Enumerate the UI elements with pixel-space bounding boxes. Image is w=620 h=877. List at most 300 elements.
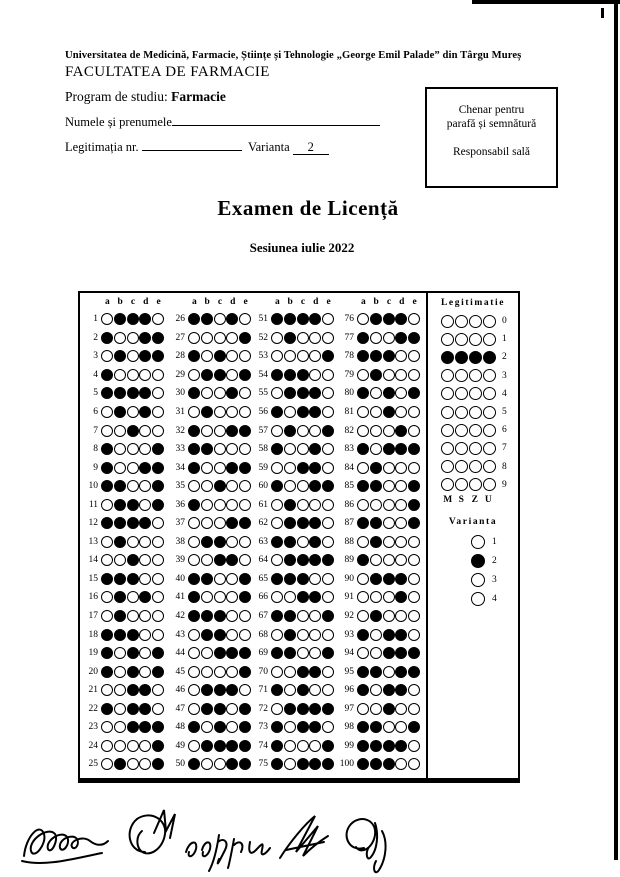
question-number: 62	[258, 518, 268, 529]
answer-bubble-q93-b	[370, 629, 382, 641]
answer-bubble-q96-c	[383, 684, 395, 696]
answer-bubble-q36-c	[214, 499, 226, 511]
answer-bubble-q29-b	[201, 369, 213, 381]
legitimatie-bubble-M-2	[441, 351, 454, 364]
answer-bubble-q16-b	[114, 591, 126, 603]
answer-bubble-q97-c	[383, 703, 395, 715]
answer-bubble-q45-a	[188, 666, 200, 678]
answer-bubble-q27-c	[214, 332, 226, 344]
legitimatie-bubble-S-6	[455, 424, 468, 437]
answer-bubble-q75-d	[309, 758, 321, 770]
answer-bubble-q46-b	[201, 684, 213, 696]
legitimatie-bubble-U-2	[483, 351, 496, 364]
answer-bubble-q77-a	[357, 332, 369, 344]
answer-bubble-q97-a	[357, 703, 369, 715]
question-number: 1	[93, 314, 98, 325]
answer-bubble-q49-a	[188, 740, 200, 752]
question-number: 41	[175, 592, 185, 603]
question-row-49	[167, 737, 253, 756]
question-number: 94	[344, 648, 354, 659]
answer-bubble-q15-c	[127, 573, 139, 585]
varianta-option-label: 4	[492, 594, 497, 605]
answer-bubble-q85-e	[408, 480, 420, 492]
answer-bubble-q61-d	[309, 499, 321, 511]
answer-bubble-q41-b	[201, 591, 213, 603]
answer-bubble-q31-c	[214, 406, 226, 418]
question-number: 93	[344, 629, 354, 640]
question-row-14	[80, 551, 166, 570]
answer-bubble-q64-c	[297, 554, 309, 566]
question-row-89	[336, 551, 422, 570]
question-number: 47	[175, 703, 185, 714]
answer-bubble-q80-c	[383, 387, 395, 399]
question-number: 51	[258, 314, 268, 325]
answer-bubble-q46-d	[226, 684, 238, 696]
answer-bubble-q40-d	[226, 573, 238, 585]
question-number: 6	[93, 407, 98, 417]
answer-bubble-q63-e	[322, 536, 334, 548]
question-number: 9	[93, 462, 98, 473]
answer-bubble-q84-d	[395, 462, 407, 474]
question-number: 40	[175, 573, 185, 584]
answer-bubble-q58-d	[309, 443, 321, 455]
answer-bubble-q32-d	[226, 425, 238, 437]
question-row-85	[336, 477, 422, 496]
answer-bubble-q67-e	[322, 610, 334, 622]
question-row-64	[250, 551, 336, 570]
answer-bubble-q12-d	[139, 517, 151, 529]
question-number: 12	[88, 518, 98, 529]
answer-bubble-q47-c	[214, 703, 226, 715]
answer-bubble-q78-e	[408, 350, 420, 362]
answer-bubble-q59-b	[284, 462, 296, 474]
legitimatie-bubble-M-7	[441, 442, 454, 455]
question-number: 39	[175, 555, 185, 566]
question-number: 8	[93, 444, 98, 455]
answer-bubble-q90-e	[408, 573, 420, 585]
answer-block-1	[80, 297, 166, 774]
answer-bubble-q46-c	[214, 684, 226, 696]
answer-bubble-q37-b	[201, 517, 213, 529]
answer-bubble-q22-a	[101, 703, 113, 715]
answer-bubble-q5-a	[101, 387, 113, 399]
question-number: 23	[88, 722, 98, 733]
answer-bubble-q6-d	[139, 406, 151, 418]
answer-bubble-q16-d	[139, 591, 151, 603]
answer-bubble-q68-a	[271, 629, 283, 641]
legitimatie-bubble-S-8	[455, 460, 468, 473]
question-row-12	[80, 514, 166, 533]
answer-bubble-q7-e	[152, 425, 164, 437]
answer-bubble-q52-a	[271, 332, 283, 344]
answer-bubble-q42-b	[201, 610, 213, 622]
answer-bubble-q81-d	[395, 406, 407, 418]
question-number: 92	[344, 611, 354, 622]
answer-bubble-q77-e	[408, 332, 420, 344]
question-number: 50	[175, 759, 185, 770]
question-row-66	[250, 588, 336, 607]
answer-bubble-q71-a	[271, 684, 283, 696]
answer-bubble-q50-d	[226, 758, 238, 770]
question-row-17	[80, 607, 166, 626]
legitimatie-digit-label: 3	[502, 370, 507, 381]
answer-bubble-q14-d	[139, 554, 151, 566]
answer-bubble-q94-e	[408, 647, 420, 659]
question-number: 60	[258, 481, 268, 492]
answer-bubble-q93-d	[395, 629, 407, 641]
question-row-73	[250, 718, 336, 737]
answer-bubble-q30-a	[188, 387, 200, 399]
answer-bubble-q82-b	[370, 425, 382, 437]
question-number: 19	[88, 648, 98, 659]
question-row-84	[336, 458, 422, 477]
question-row-28	[167, 347, 253, 366]
stamp-box-line3: Responsabil sală	[453, 146, 530, 158]
legitimatie-bubble-U-8	[483, 460, 496, 473]
legitimatie-row-2	[428, 348, 518, 366]
answer-bubble-q47-d	[226, 703, 238, 715]
question-number: 58	[258, 444, 268, 455]
option-letter-a: a	[361, 297, 366, 307]
legitimatie-bubble-S-9	[455, 478, 468, 491]
question-row-8	[80, 440, 166, 459]
question-row-94	[336, 644, 422, 663]
question-number: 16	[88, 592, 98, 603]
answer-bubble-q83-a	[357, 443, 369, 455]
answer-bubble-q44-c	[214, 647, 226, 659]
answer-bubble-q95-a	[357, 666, 369, 678]
option-letter-e: e	[326, 297, 331, 307]
question-number: 56	[258, 407, 268, 417]
question-number: 100	[339, 759, 354, 770]
answer-bubble-q89-c	[383, 554, 395, 566]
question-row-92	[336, 607, 422, 626]
answer-bubble-q85-b	[370, 480, 382, 492]
answer-bubble-q64-d	[309, 554, 321, 566]
answer-columns	[80, 293, 428, 778]
answer-bubble-q53-e	[322, 350, 334, 362]
answer-bubble-q73-e	[322, 721, 334, 733]
answer-bubble-q32-a	[188, 425, 200, 437]
answer-bubble-q34-c	[214, 462, 226, 474]
question-number: 78	[344, 351, 354, 362]
answer-bubble-q19-a	[101, 647, 113, 659]
answer-bubble-q16-e	[152, 591, 164, 603]
answer-bubble-q76-b	[370, 313, 382, 325]
question-row-24	[80, 737, 166, 756]
answer-bubble-q71-c	[297, 684, 309, 696]
question-row-51	[250, 310, 336, 329]
question-number: 95	[344, 666, 354, 677]
question-row-37	[167, 514, 253, 533]
question-row-25	[80, 755, 166, 774]
answer-bubble-q43-d	[226, 629, 238, 641]
answer-bubble-q34-d	[226, 462, 238, 474]
answer-bubble-q89-e	[408, 554, 420, 566]
question-number: 27	[175, 332, 185, 343]
legitimatie-digit-rows	[428, 312, 518, 494]
answer-bubble-q28-d	[226, 350, 238, 362]
answer-bubble-q24-a	[101, 740, 113, 752]
answer-bubble-q7-c	[127, 425, 139, 437]
answer-bubble-q40-a	[188, 573, 200, 585]
answer-bubble-q48-a	[188, 721, 200, 733]
answer-bubble-q100-e	[408, 758, 420, 770]
answer-bubble-q26-a	[188, 313, 200, 325]
legitimatie-digit-label: 6	[502, 425, 507, 436]
question-number: 17	[88, 611, 98, 622]
answer-bubble-q91-e	[408, 591, 420, 603]
answer-bubble-q68-b	[284, 629, 296, 641]
question-row-59	[250, 458, 336, 477]
question-row-55	[250, 384, 336, 403]
question-number: 64	[258, 555, 268, 566]
answer-bubble-q97-e	[408, 703, 420, 715]
answer-bubble-q97-b	[370, 703, 382, 715]
answer-bubble-q43-a	[188, 629, 200, 641]
question-row-88	[336, 533, 422, 552]
answer-bubble-q75-e	[322, 758, 334, 770]
program-value: Farmacie	[171, 89, 226, 104]
answer-bubble-q70-b	[284, 666, 296, 678]
answer-bubble-q98-b	[370, 721, 382, 733]
legitimatie-bubble-U-6	[483, 424, 496, 437]
answer-bubble-q89-b	[370, 554, 382, 566]
answer-bubble-q84-a	[357, 462, 369, 474]
answer-bubble-q2-a	[101, 332, 113, 344]
question-row-81	[336, 403, 422, 422]
question-number: 69	[258, 648, 268, 659]
answer-bubble-q30-c	[214, 387, 226, 399]
question-row-48	[167, 718, 253, 737]
answer-bubble-q22-b	[114, 703, 126, 715]
answer-bubble-q95-e	[408, 666, 420, 678]
answer-bubble-q82-d	[395, 425, 407, 437]
answer-bubble-q44-b	[201, 647, 213, 659]
question-number: 85	[344, 481, 354, 492]
answer-bubble-q1-a	[101, 313, 113, 325]
answer-bubble-q69-b	[284, 647, 296, 659]
answer-bubble-q92-e	[408, 610, 420, 622]
legitimatie-digit-label: 4	[502, 388, 507, 399]
question-number: 36	[175, 499, 185, 510]
question-row-100	[336, 755, 422, 774]
question-number: 73	[258, 722, 268, 733]
question-number: 52	[258, 332, 268, 343]
answer-bubble-q65-e	[322, 573, 334, 585]
answer-bubble-q15-d	[139, 573, 151, 585]
answer-bubble-q53-c	[297, 350, 309, 362]
answer-bubble-q56-b	[284, 406, 296, 418]
answer-bubble-q66-d	[309, 591, 321, 603]
question-row-60	[250, 477, 336, 496]
question-number: 80	[344, 388, 354, 399]
answer-bubble-q24-c	[127, 740, 139, 752]
legitimatie-bubble-Z-1	[469, 333, 482, 346]
answer-bubble-q14-a	[101, 554, 113, 566]
answer-bubble-q44-d	[226, 647, 238, 659]
legitimatie-bubble-Z-5	[469, 406, 482, 419]
answer-bubble-q3-e	[152, 350, 164, 362]
answer-bubble-q99-d	[395, 740, 407, 752]
question-row-44	[167, 644, 253, 663]
answer-bubble-q14-c	[127, 554, 139, 566]
question-row-5	[80, 384, 166, 403]
answer-bubble-q90-d	[395, 573, 407, 585]
answer-bubble-q52-d	[309, 332, 321, 344]
answer-bubble-q55-a	[271, 387, 283, 399]
answer-bubble-q55-c	[297, 387, 309, 399]
answer-bubble-q90-b	[370, 573, 382, 585]
answer-bubble-q18-e	[152, 629, 164, 641]
answer-bubble-q92-c	[383, 610, 395, 622]
signature-5	[347, 819, 386, 872]
question-row-19	[80, 644, 166, 663]
answer-bubble-q61-b	[284, 499, 296, 511]
name-label: Numele și prenumele	[65, 115, 172, 129]
answer-block-4	[336, 297, 422, 774]
answer-bubble-q73-b	[284, 721, 296, 733]
signature-2	[130, 810, 175, 853]
question-number: 7	[93, 425, 98, 436]
answer-bubble-q54-d	[309, 369, 321, 381]
answer-bubble-q77-c	[383, 332, 395, 344]
answer-bubble-q97-d	[395, 703, 407, 715]
answer-bubble-q17-a	[101, 610, 113, 622]
answer-bubble-q3-b	[114, 350, 126, 362]
answer-bubble-q83-e	[408, 443, 420, 455]
legitimatie-bubble-M-5	[441, 406, 454, 419]
answer-bubble-q31-a	[188, 406, 200, 418]
answer-bubble-q60-c	[297, 480, 309, 492]
question-number: 82	[344, 425, 354, 436]
answer-bubble-q55-b	[284, 387, 296, 399]
answer-bubble-q33-a	[188, 443, 200, 455]
answer-bubble-q67-a	[271, 610, 283, 622]
option-letter-d: d	[313, 297, 319, 307]
answer-bubble-q65-c	[297, 573, 309, 585]
answer-bubble-q96-a	[357, 684, 369, 696]
question-row-87	[336, 514, 422, 533]
answer-bubble-q25-e	[152, 758, 164, 770]
option-letter-c: c	[217, 297, 223, 307]
answer-bubble-q10-e	[152, 480, 164, 492]
answer-bubble-q4-d	[139, 369, 151, 381]
answer-bubble-q40-b	[201, 573, 213, 585]
variant-value: 2	[293, 140, 329, 155]
legitimatie-bubble-Z-9	[469, 478, 482, 491]
answer-bubble-q4-b	[114, 369, 126, 381]
answer-bubble-q61-c	[297, 499, 309, 511]
answer-bubble-q15-b	[114, 573, 126, 585]
question-row-27	[167, 329, 253, 348]
university-name: Universitatea de Medicină, Farmacie, Științe și Tehnologie „George Emil Palade” din Târgu Mureș	[65, 50, 522, 61]
answer-bubble-q86-e	[408, 499, 420, 511]
answer-bubble-q61-e	[322, 499, 334, 511]
signature-4	[280, 816, 328, 858]
answer-bubble-q28-a	[188, 350, 200, 362]
answer-bubble-q91-d	[395, 591, 407, 603]
legitimatie-bubble-U-7	[483, 442, 496, 455]
option-letter-d: d	[143, 297, 149, 307]
question-row-68	[250, 625, 336, 644]
answer-bubble-q8-b	[114, 443, 126, 455]
question-row-21	[80, 681, 166, 700]
option-letter-a: a	[192, 297, 197, 307]
id-number-blank-line	[142, 139, 242, 151]
varianta-option-label: 2	[492, 556, 497, 567]
answer-bubble-q6-b	[114, 406, 126, 418]
question-number: 75	[258, 759, 268, 770]
answer-bubble-q58-c	[297, 443, 309, 455]
varianta-bubble-3	[471, 573, 485, 587]
legitimatie-bubble-U-9	[483, 478, 496, 491]
answer-bubble-q29-a	[188, 369, 200, 381]
answer-bubble-q65-d	[309, 573, 321, 585]
answer-bubble-q52-b	[284, 332, 296, 344]
answer-bubble-q99-c	[383, 740, 395, 752]
answer-bubble-q85-a	[357, 480, 369, 492]
answer-bubble-q99-a	[357, 740, 369, 752]
answer-bubble-q75-c	[297, 758, 309, 770]
question-row-76	[336, 310, 422, 329]
question-row-82	[336, 421, 422, 440]
question-number: 59	[258, 462, 268, 473]
question-row-69	[250, 644, 336, 663]
answer-bubble-q60-e	[322, 480, 334, 492]
answer-bubble-q57-d	[309, 425, 321, 437]
varianta-bubble-4	[471, 592, 485, 606]
answer-bubble-q80-a	[357, 387, 369, 399]
answer-bubble-q25-a	[101, 758, 113, 770]
answer-bubble-q99-e	[408, 740, 420, 752]
answer-bubble-q6-a	[101, 406, 113, 418]
answer-bubble-q5-b	[114, 387, 126, 399]
answer-bubble-q52-e	[322, 332, 334, 344]
answer-bubble-q37-d	[226, 517, 238, 529]
option-letter-e: e	[156, 297, 161, 307]
question-row-11	[80, 495, 166, 514]
answer-bubble-q83-b	[370, 443, 382, 455]
legitimatie-row-6	[428, 421, 518, 439]
question-row-72	[250, 699, 336, 718]
legitimatie-bubble-U-4	[483, 387, 496, 400]
answer-bubble-q24-b	[114, 740, 126, 752]
answer-bubble-q6-c	[127, 406, 139, 418]
option-letter-d: d	[399, 297, 405, 307]
answer-bubble-q3-d	[139, 350, 151, 362]
answer-bubble-q72-e	[322, 703, 334, 715]
answer-bubble-q1-c	[127, 313, 139, 325]
answer-bubble-q74-a	[271, 740, 283, 752]
answer-bubble-q88-b	[370, 536, 382, 548]
answer-bubble-q94-b	[370, 647, 382, 659]
question-number: 42	[175, 611, 185, 622]
legitimatie-row-4	[428, 385, 518, 403]
faculty-name: FACULTATEA DE FARMACIE	[65, 64, 270, 80]
answer-bubble-q76-d	[395, 313, 407, 325]
option-letter-a: a	[105, 297, 110, 307]
answer-bubble-q19-d	[139, 647, 151, 659]
answer-bubble-q31-b	[201, 406, 213, 418]
question-row-90	[336, 570, 422, 589]
answer-bubble-q64-e	[322, 554, 334, 566]
answer-bubble-q95-d	[395, 666, 407, 678]
answer-bubble-q94-d	[395, 647, 407, 659]
question-row-96	[336, 681, 422, 700]
answer-bubble-q45-d	[226, 666, 238, 678]
question-number: 90	[344, 573, 354, 584]
